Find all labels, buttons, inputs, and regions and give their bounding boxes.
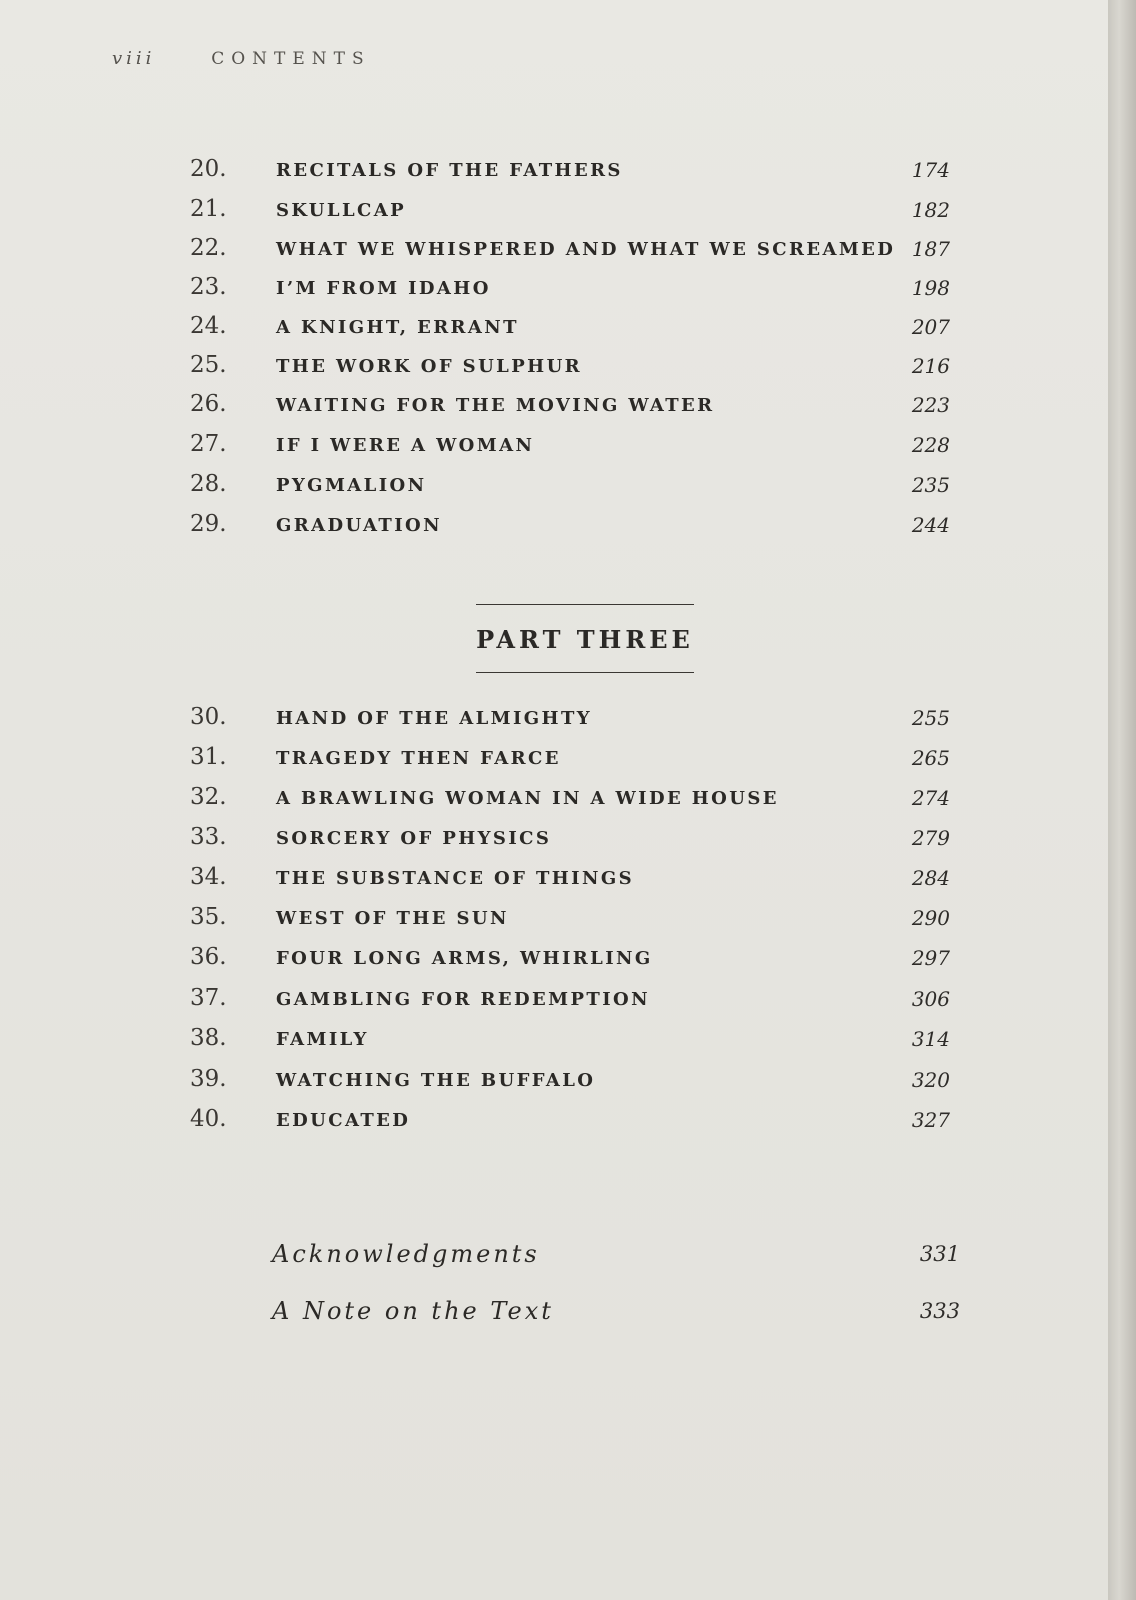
chapter-number: 37. — [190, 985, 227, 1011]
page-number: 223 — [911, 393, 950, 417]
chapter-title: THE WORK OF SULPHUR — [276, 356, 583, 377]
back-matter-note-on-text — [272, 1297, 960, 1333]
page-number: 244 — [911, 513, 950, 537]
chapter-title: WATCHING THE BUFFALO — [276, 1070, 596, 1091]
chapter-number: 31. — [190, 744, 227, 770]
toc-entry-22 — [190, 235, 950, 269]
toc-entry-39 — [190, 1066, 950, 1100]
page-number: 284 — [911, 866, 950, 890]
page-number: 290 — [911, 906, 950, 930]
page-number: 255 — [911, 706, 950, 730]
toc-entry-30 — [190, 704, 950, 738]
back-matter-title: A Note on the Text — [272, 1297, 554, 1325]
page-number: 320 — [911, 1068, 950, 1092]
chapter-number: 29. — [190, 511, 227, 537]
chapter-title: RECITALS OF THE FATHERS — [276, 160, 623, 181]
page-number: 306 — [911, 987, 950, 1011]
toc-entry-36 — [190, 944, 950, 978]
toc-entry-26 — [190, 391, 950, 425]
page-edge — [1108, 0, 1136, 1600]
chapter-number: 35. — [190, 904, 227, 930]
page-number: 182 — [911, 198, 950, 222]
page-number: 174 — [911, 158, 950, 182]
chapter-title: I’M FROM IDAHO — [276, 278, 491, 299]
running-head-title: CONTENTS — [211, 49, 371, 69]
page-number: 331 — [919, 1242, 960, 1266]
chapter-title: EDUCATED — [276, 1110, 411, 1131]
page-number: 187 — [911, 237, 950, 261]
toc-entry-20 — [190, 156, 950, 190]
chapter-title: WEST OF THE SUN — [276, 908, 509, 929]
toc-entry-25 — [190, 352, 950, 386]
chapter-title: WHAT WE WHISPERED AND WHAT WE SCREAMED — [276, 239, 896, 260]
page-number: 265 — [911, 746, 950, 770]
chapter-title: FOUR LONG ARMS, WHIRLING — [276, 948, 653, 969]
chapter-title: THE SUBSTANCE OF THINGS — [276, 868, 635, 889]
page-number: 314 — [911, 1027, 950, 1051]
chapter-title: SORCERY OF PHYSICS — [276, 828, 552, 849]
toc-entry-21 — [190, 196, 950, 230]
chapter-number: 30. — [190, 704, 227, 730]
chapter-number: 34. — [190, 864, 227, 890]
toc-entry-29 — [190, 511, 950, 545]
page-number: 327 — [911, 1108, 950, 1132]
chapter-title: HAND OF THE ALMIGHTY — [276, 708, 593, 729]
chapter-number: 28. — [190, 471, 227, 497]
page-number: 279 — [911, 826, 950, 850]
toc-entry-24 — [190, 313, 950, 347]
chapter-title: FAMILY — [276, 1029, 369, 1050]
chapter-number: 23. — [190, 274, 227, 300]
chapter-number: 32. — [190, 784, 227, 810]
toc-entry-23 — [190, 274, 950, 308]
page-number: 274 — [911, 786, 950, 810]
chapter-title: PYGMALION — [276, 475, 427, 496]
heading-rule-bottom — [476, 672, 694, 673]
page-folio: viii — [112, 48, 156, 69]
toc-entry-33 — [190, 824, 950, 858]
toc-entry-32 — [190, 784, 950, 818]
chapter-title: TRAGEDY THEN FARCE — [276, 748, 561, 769]
chapter-number: 39. — [190, 1066, 227, 1092]
chapter-title: A BRAWLING WOMAN IN A WIDE HOUSE — [276, 788, 779, 809]
page-number: 297 — [911, 946, 950, 970]
back-matter-title: Acknowledgments — [272, 1240, 540, 1268]
chapter-number: 25. — [190, 352, 227, 378]
chapter-number: 21. — [190, 196, 227, 222]
part-three-heading — [470, 604, 700, 673]
chapter-number: 24. — [190, 313, 227, 339]
toc-entry-34 — [190, 864, 950, 898]
toc-entry-35 — [190, 904, 950, 938]
toc-entry-40 — [190, 1106, 950, 1140]
running-head — [112, 48, 371, 69]
toc-entry-31 — [190, 744, 950, 778]
toc-entry-28 — [190, 471, 950, 505]
chapter-number: 38. — [190, 1025, 227, 1051]
page-number: 198 — [911, 276, 950, 300]
chapter-number: 22. — [190, 235, 227, 261]
page-number: 235 — [911, 473, 950, 497]
toc-entry-27 — [190, 431, 950, 465]
chapter-title: IF I WERE A WOMAN — [276, 435, 535, 456]
chapter-number: 26. — [190, 391, 227, 417]
toc-entry-37 — [190, 985, 950, 1019]
page-number: 228 — [911, 433, 950, 457]
chapter-title: WAITING FOR THE MOVING WATER — [276, 395, 715, 416]
chapter-number: 20. — [190, 156, 227, 182]
page-number: 333 — [919, 1299, 960, 1323]
part-title: PART THREE — [476, 625, 694, 654]
chapter-title: A KNIGHT, ERRANT — [276, 317, 519, 338]
chapter-number: 27. — [190, 431, 227, 457]
chapter-number: 40. — [190, 1106, 227, 1132]
chapter-number: 36. — [190, 944, 227, 970]
back-matter-acknowledgments — [272, 1240, 960, 1276]
page-number: 207 — [911, 315, 950, 339]
chapter-title: SKULLCAP — [276, 200, 407, 221]
chapter-title: GRADUATION — [276, 515, 442, 536]
toc-entry-38 — [190, 1025, 950, 1059]
page-number: 216 — [911, 354, 950, 378]
chapter-title: GAMBLING FOR REDEMPTION — [276, 989, 650, 1010]
chapter-number: 33. — [190, 824, 227, 850]
